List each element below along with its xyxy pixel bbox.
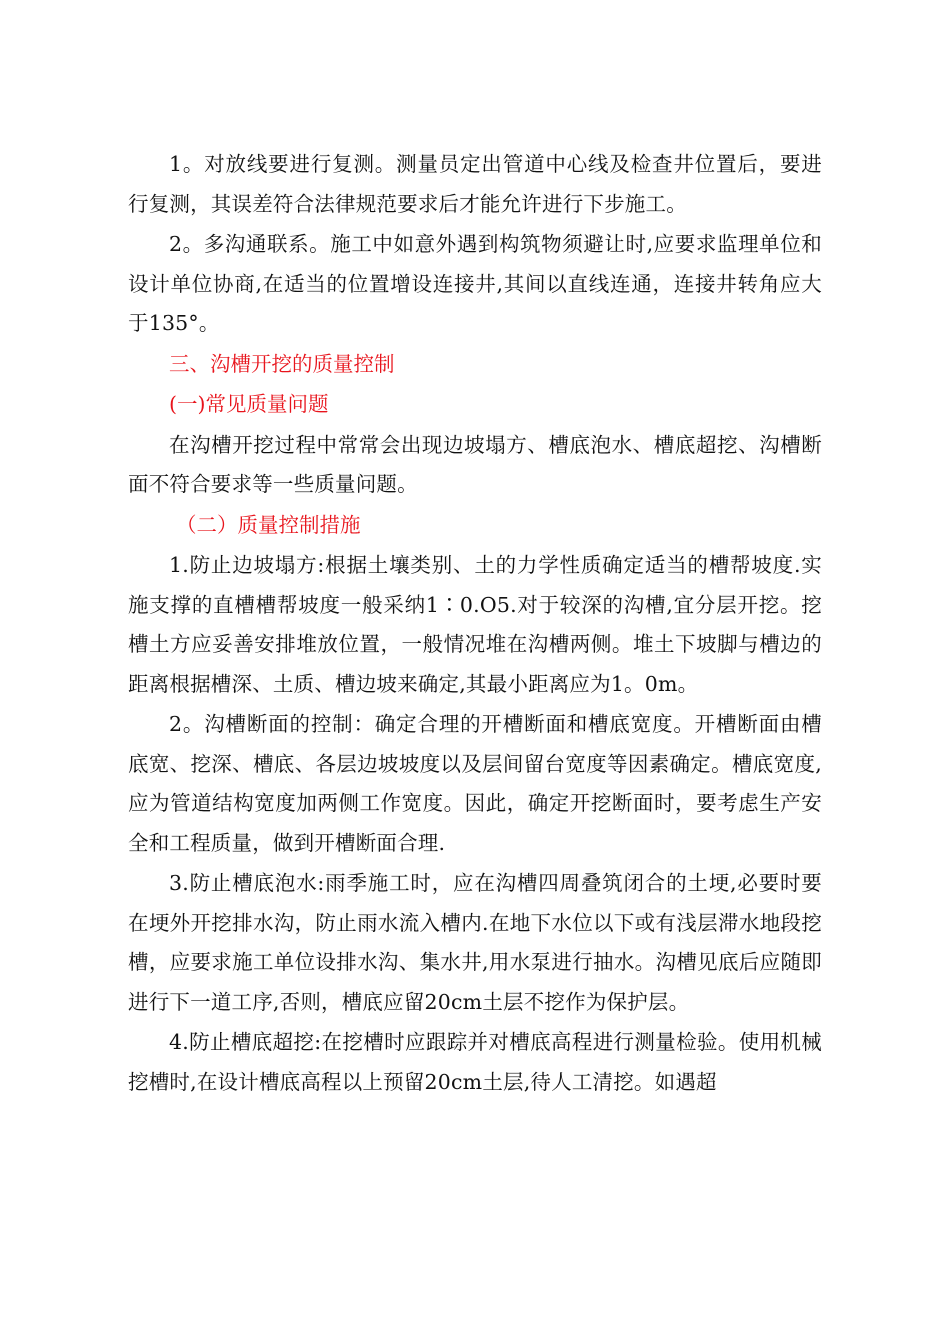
- subheading-common-problems: (一)常见质量问题: [169, 392, 329, 416]
- paragraph-recheck-layout: 1。对放线要进行复测。测量员定出管道中心线及检查井位置后，要进行复测，其误差符合法律规范要求后才能允许进行下步施工。: [128, 152, 822, 216]
- section-heading-trench-quality: 三、沟槽开挖的质量控制: [169, 351, 395, 376]
- paragraph-prevent-collapse: 1.防止边坡塌方:根据土壤类别、土的力学性质确定适当的槽帮坡度.实施支撑的直槽槽帮坡度一般采纳1∶0.O5.对于较深的沟槽,宜分层开挖。挖槽土方应妥善安排堆放位置，一般情况堆在沟槽两侧。堆土下坡脚与槽边的距离根据槽深、土质、槽边坡来确定,其最小距离应为1。0m。: [128, 553, 822, 696]
- paragraph-common-problems: 在沟槽开挖过程中常常会出现边坡塌方、槽底泡水、槽底超挖、沟槽断面不符合要求等一些质量问题。: [128, 432, 822, 496]
- paragraph-section-control: 2。沟槽断面的控制：确定合理的开槽断面和槽底宽度。开槽断面由槽底宽、挖深、槽底、各层边坡坡度以及层间留台宽度等因素确定。槽底宽度,应为管道结构宽度加两侧工作宽度。因此，确定开挖断面时，要考虑生产安全和工程质量，做到开槽断面合理.: [128, 712, 822, 855]
- paragraph-communication: 2。多沟通联系。施工中如意外遇到构筑物须避让时,应要求监理单位和设计单位协商,在适当的位置增设连接井,其间以直线连通，连接井转角应大于135°。: [128, 232, 822, 335]
- paragraph-prevent-overexcavation: 4.防止槽底超挖:在挖槽时应跟踪并对槽底高程进行测量检验。使用机械挖槽时,在设计槽底高程以上预留20cm土层,待人工清挖。如遇超: [128, 1030, 822, 1094]
- subheading-control-measures: （二）质量控制措施: [176, 512, 361, 537]
- paragraph-prevent-flooding: 3.防止槽底泡水:雨季施工时，应在沟槽四周叠筑闭合的土埂,必要时要在埂外开挖排水沟，防止雨水流入槽内.在地下水位以下或有浅层滞水地段挖槽，应要求施工单位设排水沟、集水井,用水泵进行抽水。沟槽见底后应随即进行下一道工序,否则，槽底应留20cm土层不挖作为保护层。: [128, 871, 822, 1014]
- document-page: [128, 145, 822, 1103]
